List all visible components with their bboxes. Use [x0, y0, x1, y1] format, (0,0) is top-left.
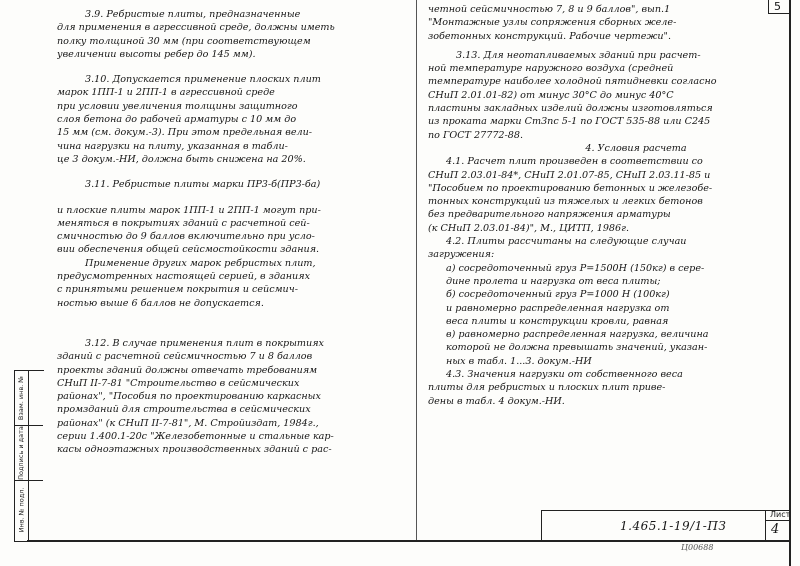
text-line: чина нагрузки на плиту, указанная в табли-: [57, 140, 288, 152]
section-heading: 4. Условия расчета: [585, 142, 687, 154]
text-line: дине пролета и нагрузка от веса плиты;: [446, 275, 661, 287]
text-line: "Пособием по проектированию бетонных и железобе-: [428, 182, 713, 194]
text-line: четной сейсмичностью 7, 8 и 9 баллов", вып.1: [428, 4, 671, 15]
side-stamp-divider: [28, 370, 29, 540]
text-line: СНиП 2.03.01-84*, СНиП 2.01.07-85, СНиП 2.03.11-85 и: [428, 169, 711, 181]
text-line: при условии увеличения толщины защитного: [57, 100, 298, 112]
column-divider: [416, 0, 417, 540]
text-line: веса плиты и конструкции кровли, равная: [446, 315, 669, 327]
sheet-label: Лист: [770, 510, 791, 519]
text-line: предусмотренных настоящей серией, в зданиях: [57, 271, 310, 283]
text-line: районах" (к СНиП II-7-81", М. Стройиздат, 1984г.,: [57, 417, 319, 429]
text-line: и плоские плиты марок 1ПП-1 и 2ПП-1 могут при-: [57, 204, 321, 216]
text-line: районах", "Пособия по проектированию каркасных: [57, 391, 321, 403]
text-line: из проката марки Ст3пс 5-1 по ГОСТ 535-88 или С245: [428, 116, 711, 128]
text-line: смичностью до 9 баллов включительно при усло-: [57, 231, 315, 243]
text-line: для применения в агрессивной среде, должны иметь: [57, 22, 335, 34]
side-stamp-cell: Взам. инв. №: [17, 375, 26, 421]
text-line: без предварительного напряжения арматуры: [428, 209, 671, 221]
text-line: промзданий для строительства в сейсмических: [57, 404, 311, 416]
text-line: а) сосредоточенный груз Р=1500Н (150кг) в сере-: [446, 262, 705, 274]
text-line: Применение других марок ребристых плит,: [85, 257, 316, 269]
title-block-sheet-separator: [765, 520, 790, 521]
text-line: 3.10. Допускается применение плоских плит: [85, 74, 321, 86]
text-line: 3.9. Ребристые плиты, предназначенные: [85, 9, 301, 20]
text-line: в) равномерно распределенная нагрузка, величина: [446, 329, 709, 341]
title-block-left-line: [541, 510, 542, 540]
right-column: [428, 3, 784, 408]
text-line: ностью выше 6 баллов не допускается.: [57, 297, 264, 309]
text-line: ных в табл. 1...3. докум.-НИ: [446, 355, 592, 367]
text-line: 3.11. Ребристые плиты марки ПР3-б(ПР3-бa): [85, 179, 321, 191]
text-line: зобетонных конструкций. Рабочие чертежи".: [428, 30, 671, 42]
text-line: вии обеспечения общей сейсмостойкости здания.: [57, 244, 320, 256]
archive-stamp: Ц00688: [681, 543, 714, 552]
text-line: которой не должна превышать значений, указан-: [446, 342, 708, 354]
text-line: температуре наиболее холодной пятидневки согласно: [428, 76, 717, 88]
document-code: 1.465.1-19/1-ПЗ: [620, 519, 727, 533]
text-line: 4.2. Плиты рассчитаны на следующие случаи: [446, 236, 687, 248]
side-stamp-cell: Подпись и дата: [17, 426, 25, 480]
text-line: "Монтажные узлы сопряжения сборных желе-: [428, 17, 677, 29]
text-line: по ГОСТ 27772-88.: [428, 129, 524, 141]
side-stamp-cell: Инв. № подл.: [17, 487, 25, 533]
side-stamp-separator: [14, 480, 43, 481]
text-line: касы одноэтажных производственных зданий с рас-: [57, 444, 332, 456]
text-line: увеличении высоты ребер до 145 мм).: [57, 48, 256, 60]
text-line: б) сосредоточенный груз Р=1000 Н (100кг): [446, 289, 670, 301]
text-line: 3.13. Для неотапливаемых зданий при расчет-: [456, 49, 701, 61]
text-line: серии 1.400.1-20с "Железобетонные и стальные кар-: [57, 431, 334, 443]
text-line: СНиП 2.01.01-82) от минус 30°С до минус 40°С: [428, 89, 674, 101]
text-line: дены в табл. 4 докум.-НИ.: [428, 395, 565, 407]
text-line: загружения:: [428, 249, 495, 261]
text-line: зданий с расчетной сейсмичностью 7 и 8 баллов: [57, 351, 313, 363]
text-line: пластины закладных изделий должны изготовляться: [428, 103, 713, 115]
text-line: 4.1. Расчет плит произведен в соответствии со: [446, 156, 703, 168]
text-line: слоя бетона до рабочей арматуры с 10 мм до: [57, 114, 297, 126]
text-line: СНиП II-7-81 "Строительство в сейсмических: [57, 377, 300, 389]
text-line: тонных конструкций из тяжелых и легких бетонов: [428, 196, 703, 208]
title-block-top-line: [541, 510, 790, 511]
text-line: с принятыми решением покрытия и сейсмич-: [57, 284, 298, 296]
text-line: меняться в покрытиях зданий с расчетной сей-: [57, 217, 310, 229]
text-line: 4.3. Значения нагрузки от собственного веса: [446, 369, 683, 381]
left-column: [57, 8, 412, 457]
text-line: и равномерно распределенная нагрузка от: [446, 302, 670, 314]
frame-bottom-border: [27, 540, 791, 542]
text-line: марок 1ПП-1 и 2ПП-1 в агрессивной среде: [57, 87, 275, 99]
text-line: 3.12. В случае применения плит в покрытиях: [85, 337, 324, 349]
text-line: проекты зданий должны отвечать требованиям: [57, 364, 318, 376]
frame-right-border: [789, 0, 791, 566]
text-line: ной температуре наружного воздуха (средней: [428, 63, 674, 75]
text-line: це 3 докум.-НИ, должна быть снижена на 20%.: [57, 153, 306, 165]
text-line: плиты для ребристых и плоских плит приве-: [428, 382, 666, 394]
sheet-number: 4: [771, 522, 780, 537]
text-line: полку толщиной 30 мм (при соответствующем: [57, 35, 311, 47]
text-line: 15 мм (см. докум.-3). При этом предельная вели-: [57, 127, 313, 139]
text-line: (к СНиП 2.03.01-84)", М., ЦИТП, 1986г.: [428, 222, 630, 234]
page-number: 5: [774, 0, 781, 13]
title-block-sheet-divider: [765, 510, 766, 540]
